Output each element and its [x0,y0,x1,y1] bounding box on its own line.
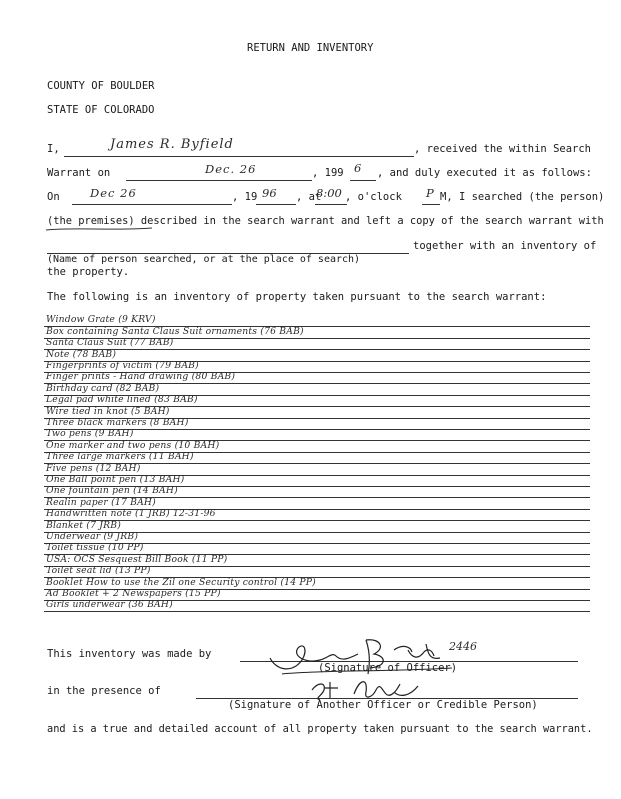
inventory-item-text: Box containing Santa Claus Suit ornaments (76 BAB) [46,325,304,337]
presence-label: in the presence of [47,685,161,697]
the-property: the property. [47,266,130,278]
execution-date: Dec 26 [90,186,137,200]
execution-year: 96 [262,186,277,200]
inventory-item-text: Fingerprints of victim (79 BAB) [46,359,199,371]
inventory-item-text: Three black markers (8 BAH) [46,416,189,428]
execution-time-line [315,204,347,205]
county-line: COUNTY OF BOULDER [47,80,155,92]
execution-year-prefix: , 19 [232,191,258,203]
execution-time: 8:00 [316,186,342,200]
inventory-item-text: One Ball point pen (13 BAH) [46,473,185,485]
inventory-intro: The following is an inventory of property taken pursuant to the search warrant: [47,291,547,303]
officer-badge-number: 2446 [449,640,477,653]
inventory-item-text: One marker and two pens (10 BAH) [46,439,220,451]
warrant-date-line [126,180,312,181]
together-text: together with an inventory of [413,240,597,252]
form-title: RETURN AND INVENTORY [247,42,374,54]
inventory-item-text: USA: OCS Sesquest Bill Book (11 PP) [46,553,228,565]
inventory-item-text: Legal pad white lined (83 BAB) [46,394,198,406]
inventory-item-text: Toilet seat lid (13 PP) [46,565,151,577]
inventory-item-text: Note (78 BAB) [46,348,117,360]
inventory-item-text: Booklet How to use the Zil one Security control (14 PP) [46,576,316,588]
at-label: , at [296,191,322,203]
warrant-date: Dec. 26 [205,162,257,176]
on-label: On [47,191,60,203]
inventory-item-text: Santa Claus Suit (77 BAB) [46,337,174,349]
inventory-item [44,600,590,612]
premises-underline-mark [44,225,156,233]
made-by-label: This inventory was made by [47,648,212,660]
inventory-item-text: Girls underwear (36 BAH) [46,599,173,611]
inventory-item-text: Finger prints - Hand drawing (80 BAB) [46,371,236,383]
closing-statement: and is a true and detailed account of all property taken pursuant to the search warrant. [47,723,593,735]
inventory-item-text: Ad Booklet + 2 Newspapers (15 PP) [46,587,221,599]
inventory-item-text: Five pens (12 BAH) [46,462,141,474]
inventory-item-text: Birthday card (82 BAB) [46,382,160,394]
affiant-prefix: I, [47,143,60,155]
witness-signature-caption: (Signature of Another Officer or Credible Person) [228,699,538,711]
warrant-year-prefix: , 199 [312,167,344,179]
inventory-item-text: Blanket (7 JRB) [46,519,121,531]
inventory-item-text: Wire tied in knot (5 BAH) [46,405,170,417]
affiant-name: James R. Byfield [110,137,234,152]
oclock-label: , o'clock [345,191,402,203]
affiant-name-line [64,156,414,157]
meridiem-line [422,204,440,205]
meridiem: P [426,186,434,200]
execution-year-line [256,204,296,205]
inventory-item-text: Realin paper (17 BAH) [46,496,156,508]
inventory-item-text: Underwear (9 JRB) [46,530,139,542]
inventory-item-text: Toilet tissue (10 PP) [46,542,144,554]
inventory-item-text: Three large markers (11 BAH) [46,451,194,463]
searched-text: M, I searched (the person) [440,191,605,203]
inventory-item-text: Handwritten note (1 JRB) 12-31-96 [46,508,216,520]
state-line: STATE OF COLORADO [47,104,155,116]
inventory-item-text: One fountain pen (14 BAH) [46,485,178,497]
warrant-year-digit: 6 [354,161,362,175]
warrant-year-line [350,180,376,181]
affiant-suffix: , received the within Search [414,143,592,155]
warrant-suffix: , and duly executed it as follows: [377,167,592,179]
name-note: (Name of person searched, or at the place of search) [47,254,361,265]
inventory-item-text: Window Grate (9 KRV) [46,314,156,326]
officer-signature-caption: (Signature of Officer) [318,662,458,674]
premises-text: (the premises) described in the search warrant and left a copy of the search warrant with [47,215,604,227]
inventory-item-text: Two pens (9 BAH) [46,428,134,440]
execution-date-line [72,204,232,205]
warrant-label: Warrant on [47,167,111,179]
